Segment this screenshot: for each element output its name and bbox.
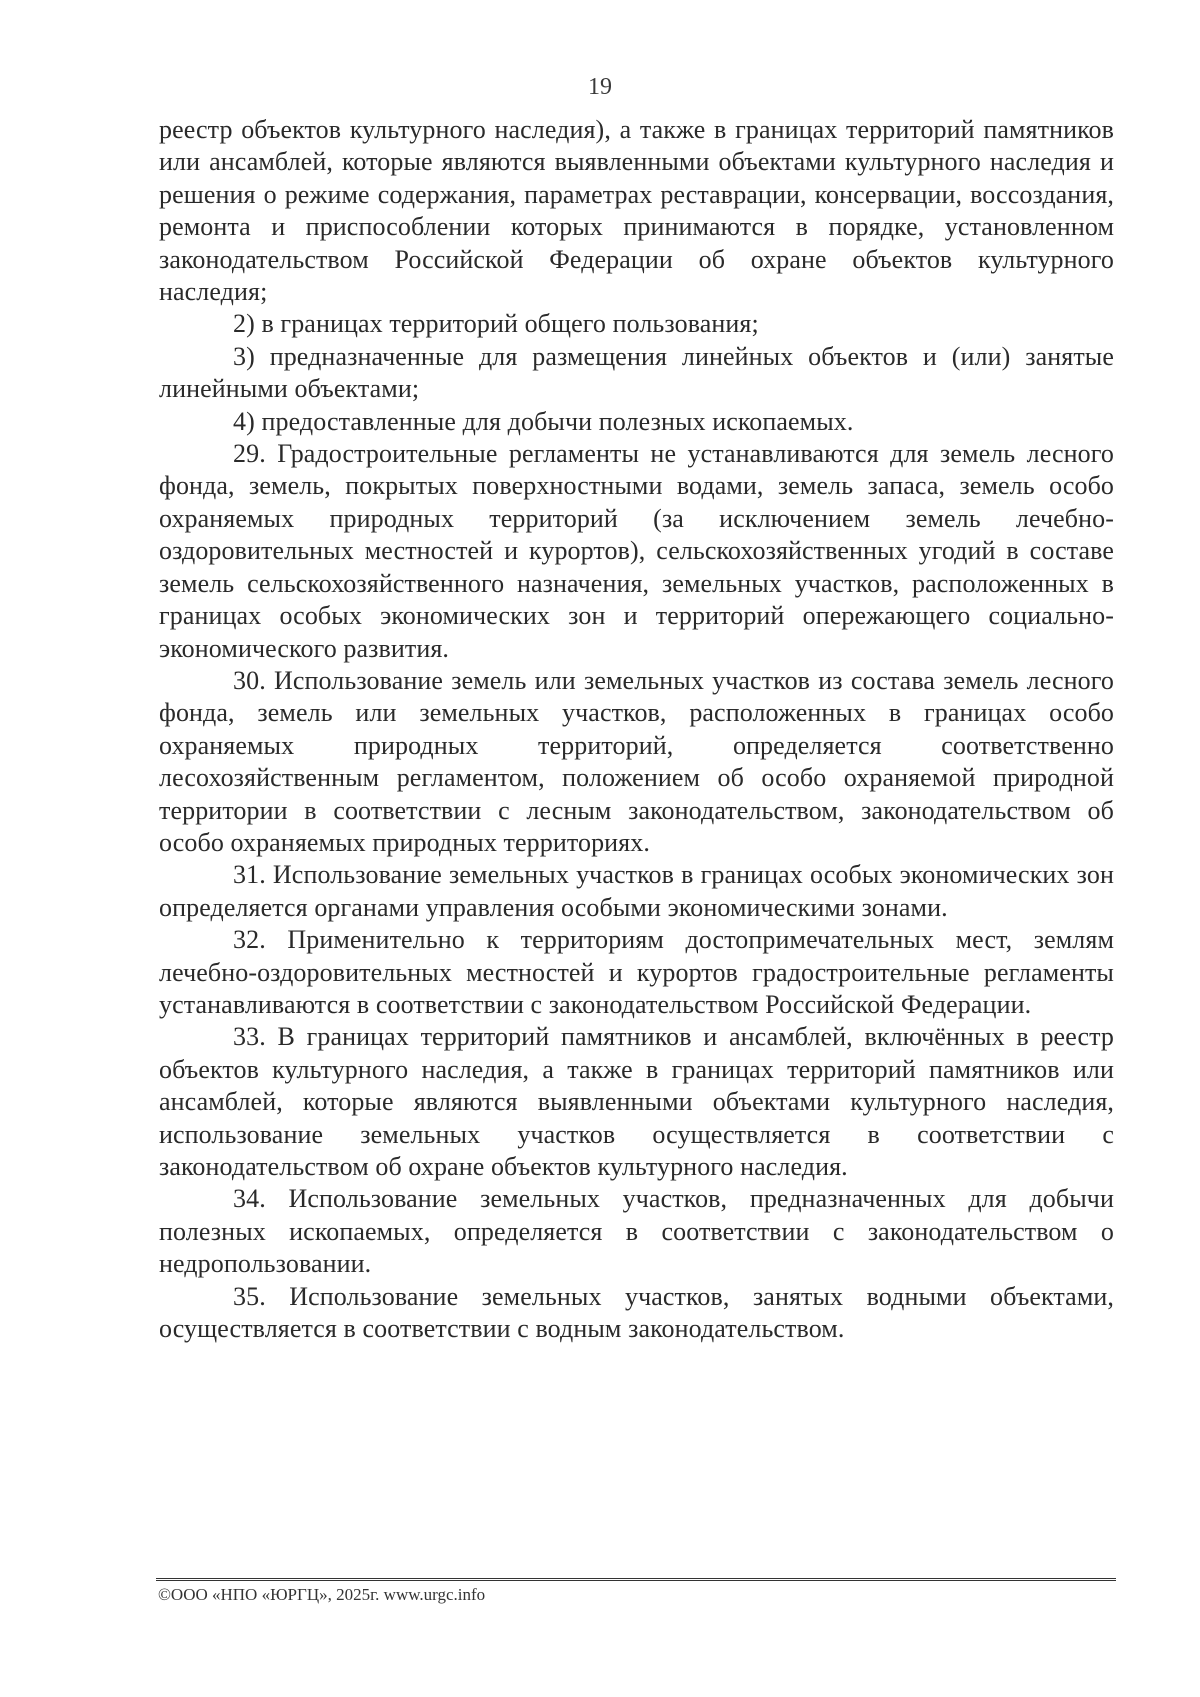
clause-32: 32. Применительно к территориям достопримечательных мест, землям лечебно-оздоровительных местностей и курортов градостроительные регламенты устанавливаются в соответствии с законодательством Российской Федерации.: [159, 925, 1114, 1019]
clause-34: 34. Использование земельных участков, предназначенных для добычи полезных ископаемых, определяется в соответствии с законодательством о недропользовании.: [159, 1184, 1114, 1279]
clause-29: 29. Градостроительные регламенты не устанавливаются для земель лесного фонда, земель, покрытых поверхностными водами, земель запаса, земель особо охраняемых природных территорий (за исключением земель лечебно-оздоровительных местностей и курортов), сельскохозяйственных угодий в составе земель сельскохозяйственного назначения, земельных участков, расположенных в границах особых экономических зон и территорий опережающего социально-экономического развития.: [159, 439, 1114, 663]
page-number: 19: [588, 74, 612, 100]
list-item-4: 4) предоставленные для добычи полезных ископаемых.: [233, 406, 854, 436]
clause-33: 33. В границах территорий памятников и ансамблей, включённых в реестр объектов культурного наследия, а также в границах территорий памятников или ансамблей, которые являются выявленными объектами культурного наследия, использование земельных участков осуществляется в соответствии с законодательством об охране объектов культурного наследия.: [159, 1022, 1114, 1181]
list-item-2: 2) в границах территорий общего пользования;: [233, 309, 759, 339]
document-body: [159, 114, 1114, 1345]
clause-31: 31. Использование земельных участков в границах особых экономических зон определяется органами управления особыми экономическими зонами.: [159, 860, 1114, 922]
list-item-3: 3) предназначенные для размещения линейных объектов и (или) занятые линейными объектами;: [159, 341, 1114, 404]
paragraph-continuation: реестр объектов культурного наследия), а также в границах территорий памятников или ансамблей, которые являются выявленными объектами культурного наследия и решения о режиме содержания, параметрах реставрации, консервации, воссоздания, ремонта и приспособлении которых принимаются в порядке, установленном законодательством Российской Федерации об охране объектов культурного наследия;: [159, 115, 1114, 307]
footer-copyright: ©ООО «НПО «ЮРГЦ», 2025г. www.urgc.info: [158, 1585, 486, 1604]
footer-divider: [156, 1578, 1116, 1581]
clause-35: 35. Использование земельных участков, занятых водными объектами, осуществляется в соответствии с водным законодательством.: [159, 1281, 1114, 1344]
clause-30: 30. Использование земель или земельных участков из состава земель лесного фонда, земель или земельных участков, расположенных в границах особо охраняемых природных территорий, определяется соответственно лесохозяйственным регламентом, положением об особо охраняемой природной территории в соответствии с лесным законодательством, законодательством об особо охраняемых природных территориях.: [159, 665, 1114, 857]
